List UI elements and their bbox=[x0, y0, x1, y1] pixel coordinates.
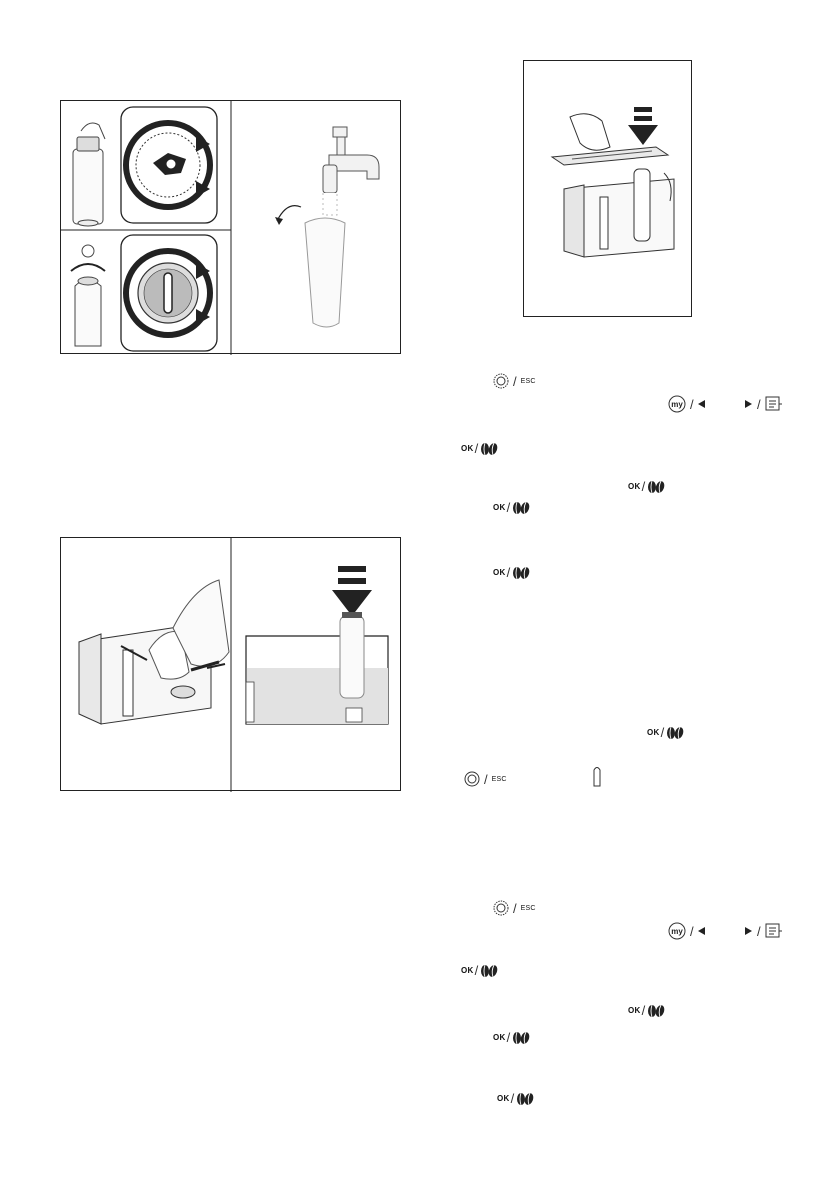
svg-text:my: my bbox=[671, 927, 683, 936]
my-button-icon[interactable] bbox=[668, 922, 686, 940]
slash-separator: / bbox=[474, 963, 479, 978]
slash-separator: / bbox=[513, 373, 517, 389]
slash-separator: / bbox=[506, 565, 511, 580]
navigation-icon-row-2 bbox=[668, 920, 706, 942]
ok-icon-row-1 bbox=[461, 441, 499, 456]
slash-separator: / bbox=[641, 479, 646, 494]
slash-separator: / bbox=[513, 900, 517, 916]
gear-icon[interactable] bbox=[493, 900, 509, 916]
ok-label[interactable]: OK bbox=[461, 444, 474, 453]
ok-icon-row-5 bbox=[647, 725, 685, 740]
esc-label: ESC bbox=[491, 775, 507, 783]
menu-icon-row-2 bbox=[745, 920, 783, 942]
slash-separator: / bbox=[757, 396, 761, 412]
slash-separator: / bbox=[484, 771, 488, 787]
menu-list-icon[interactable] bbox=[765, 923, 783, 939]
power-ring-icon[interactable] bbox=[464, 771, 480, 787]
ok-label[interactable]: OK bbox=[461, 966, 474, 975]
esc-label: ESC bbox=[520, 377, 536, 385]
ok-icon-row-4 bbox=[493, 565, 531, 580]
ok-beans-icon[interactable] bbox=[646, 480, 666, 494]
ok-beans-icon[interactable] bbox=[646, 1004, 666, 1018]
figure-filter-dial-art bbox=[61, 101, 402, 355]
slash-separator: / bbox=[506, 1030, 511, 1045]
slash-separator: / bbox=[690, 396, 694, 412]
ok-label[interactable]: OK bbox=[628, 1006, 641, 1015]
figure-insert-filter-art bbox=[61, 538, 402, 792]
ok-beans-icon[interactable] bbox=[665, 726, 685, 740]
slash-separator: / bbox=[510, 1091, 515, 1106]
ok-label[interactable]: OK bbox=[497, 1094, 510, 1103]
slash-separator: / bbox=[641, 1003, 646, 1018]
arrow-left-icon[interactable] bbox=[698, 927, 706, 935]
ok-beans-icon[interactable] bbox=[479, 442, 499, 456]
slash-separator: / bbox=[506, 500, 511, 515]
ok-label[interactable]: OK bbox=[493, 503, 506, 512]
ok-icon-row-2 bbox=[628, 479, 666, 494]
settings-esc-icon-row-2 bbox=[493, 897, 536, 919]
slash-separator: / bbox=[757, 923, 761, 939]
ok-beans-icon[interactable] bbox=[511, 501, 531, 515]
svg-text:my: my bbox=[671, 400, 683, 409]
power-esc-icon-row bbox=[464, 768, 507, 790]
gear-icon[interactable] bbox=[493, 373, 509, 389]
menu-icon-row bbox=[745, 393, 783, 415]
settings-esc-icon-row bbox=[493, 370, 536, 392]
figure-tank-lid bbox=[523, 60, 692, 317]
arrow-right-icon[interactable] bbox=[745, 400, 753, 408]
my-button-icon[interactable] bbox=[668, 395, 686, 413]
ok-beans-icon[interactable] bbox=[511, 1031, 531, 1045]
arrow-left-icon[interactable] bbox=[698, 400, 706, 408]
arrow-right-icon[interactable] bbox=[745, 927, 753, 935]
ok-beans-icon[interactable] bbox=[511, 566, 531, 580]
ok-icon-row-6 bbox=[461, 963, 499, 978]
ok-label[interactable]: OK bbox=[647, 728, 660, 737]
slash-separator: / bbox=[474, 441, 479, 456]
ok-beans-icon[interactable] bbox=[515, 1092, 535, 1106]
ok-icon-row-9 bbox=[497, 1091, 535, 1106]
ok-label[interactable]: OK bbox=[493, 1033, 506, 1042]
ok-icon-row-7 bbox=[628, 1003, 666, 1018]
ok-label[interactable]: OK bbox=[628, 482, 641, 491]
ok-icon-row-8 bbox=[493, 1030, 531, 1045]
navigation-icon-row bbox=[668, 393, 706, 415]
menu-list-icon[interactable] bbox=[765, 396, 783, 412]
ok-beans-icon[interactable] bbox=[479, 964, 499, 978]
ok-icon-row-3 bbox=[493, 500, 531, 515]
slash-separator: / bbox=[690, 923, 694, 939]
figure-tank-lid-art bbox=[524, 61, 693, 318]
figure-filter-dial-and-rinse bbox=[60, 100, 401, 354]
esc-label: ESC bbox=[520, 904, 536, 912]
filter-cartridge-icon bbox=[592, 764, 602, 788]
figure-insert-filter-in-tank bbox=[60, 537, 401, 791]
ok-label[interactable]: OK bbox=[493, 568, 506, 577]
slash-separator: / bbox=[660, 725, 665, 740]
